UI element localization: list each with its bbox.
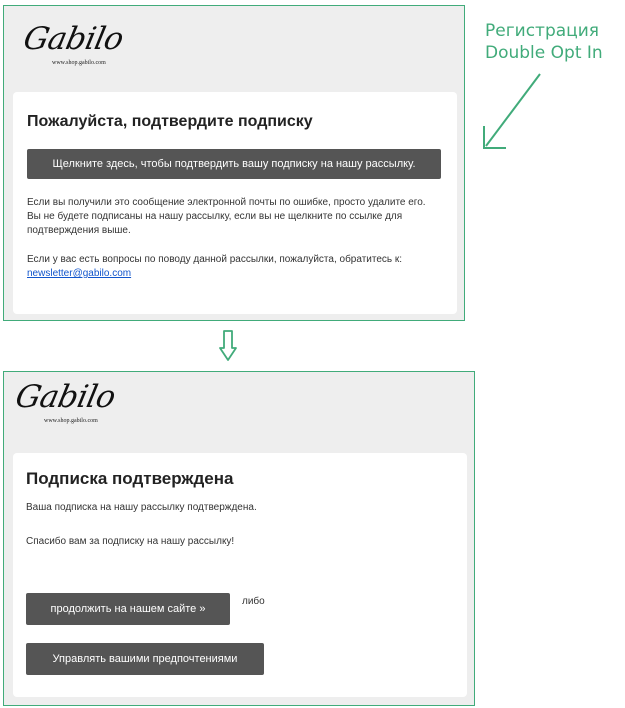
confirmed-card — [13, 453, 467, 697]
ignore-notice-line-3: подтверждения выше. — [27, 225, 131, 236]
thank-you-message: Спасибо вам за подписку на нашу рассылку! — [26, 536, 235, 547]
page-title: Пожалуйста, подтвердите подписку — [27, 113, 313, 130]
or-text: либо — [242, 596, 265, 607]
continue-to-site-button[interactable]: продолжить на нашем сайте » — [26, 593, 230, 625]
arrow-down-left-icon — [478, 70, 548, 154]
confirmation-card — [13, 92, 457, 314]
confirmed-message: Ваша подписка на нашу рассылку подтверждена. — [26, 502, 257, 513]
confirmation-email-panel — [3, 5, 465, 321]
logo-url: www.shop.gabilo.com — [44, 418, 98, 424]
contact-notice: Если у вас есть вопросы по поводу данной рассылки, пожалуйста, обратитесь к: — [27, 254, 403, 265]
arrow-down-icon — [219, 330, 237, 362]
page-title: Подписка подтверждена — [26, 469, 234, 488]
ignore-notice-line-1: Если вы получили это сообщение электронной почты по ошибке, просто удалите его. — [27, 197, 426, 208]
contact-email-link[interactable]: newsletter@gabilo.com — [27, 268, 132, 279]
gabilo-logo — [20, 21, 134, 72]
logo-script: Gabilo — [12, 379, 119, 415]
annotation-line-2: Double Opt In — [485, 43, 603, 63]
logo-url: www.shop.gabilo.com — [52, 60, 106, 66]
logo-script: Gabilo — [20, 21, 127, 57]
ignore-notice-line-2: Вы не будете подписаны на нашу рассылку, если вы не щелкните по ссылке для — [27, 211, 403, 222]
annotation-line-1: Регистрация — [485, 21, 599, 41]
annotation-label — [485, 20, 603, 64]
manage-preferences-button[interactable]: Управлять вашими предпочтениями — [26, 643, 264, 675]
subscription-confirmed-panel — [3, 371, 475, 706]
gabilo-logo — [12, 379, 126, 430]
confirm-subscription-button[interactable]: Щелкните здесь, чтобы подтвердить вашу подписку на нашу рассылку. — [27, 149, 441, 179]
